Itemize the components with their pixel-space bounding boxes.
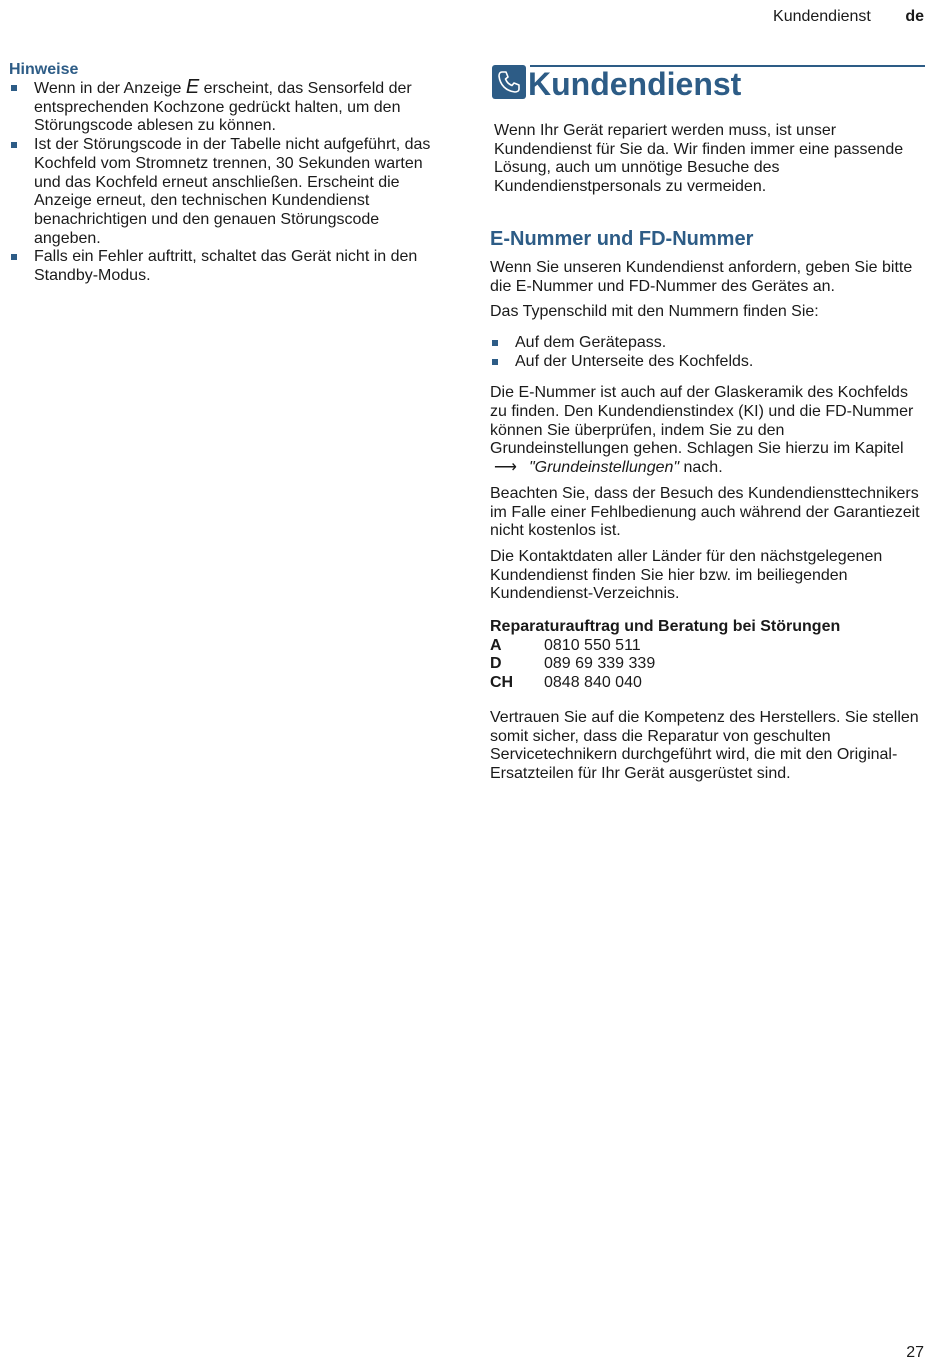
phone-number: 0848 840 040 bbox=[544, 674, 642, 692]
paragraph bbox=[490, 384, 925, 478]
bullet-square-icon bbox=[492, 340, 498, 346]
bullet-square-icon bbox=[492, 359, 498, 365]
country-code: A bbox=[490, 636, 502, 654]
list-item-text: Auf der Unterseite des Kochfelds. bbox=[515, 352, 754, 370]
list-item bbox=[9, 248, 449, 285]
left-column bbox=[9, 61, 449, 286]
chapter-reference: "Grundeinstellungen" bbox=[528, 459, 680, 477]
contact-row bbox=[490, 637, 925, 656]
notes-title: Hinweise bbox=[9, 61, 79, 78]
contact-row bbox=[490, 674, 925, 693]
intro-paragraph: Wenn Ihr Gerät repariert werden muss, ist unser Kundendienst für Sie da. Wir finden immer eine passende Lösung, auch um unnötige Besuche des Kundendienstpersonals zu vermeiden. bbox=[494, 122, 904, 196]
paragraph: Das Typenschild mit den Nummern finden Sie: bbox=[490, 303, 819, 321]
list-item bbox=[490, 334, 925, 353]
error-display-symbol: E bbox=[185, 76, 200, 98]
phone-number: 089 69 339 339 bbox=[544, 655, 656, 673]
right-column bbox=[490, 61, 925, 784]
note-text: Falls ein Fehler auftritt, schaltet das Gerät nicht in den Standby-Modus. bbox=[34, 248, 418, 285]
subsection-title: E-Nummer und FD-Nummer bbox=[490, 227, 754, 250]
page-header bbox=[773, 8, 924, 26]
header-language: de bbox=[905, 8, 924, 25]
country-code: D bbox=[490, 655, 502, 673]
phone-icon bbox=[492, 65, 526, 99]
country-code: CH bbox=[490, 674, 514, 692]
paragraph-text: Die E-Nummer ist auch auf der Glaskeramik des Kochfelds zu finden. Den Kundendienstindex (KI) und die FD-Nummer können Sie überprüfen, indem Sie zu den Grundeinstellungen gehen. Schlagen Sie hierzu im Kapitel bbox=[490, 384, 914, 458]
list-item bbox=[9, 136, 449, 248]
section-heading bbox=[490, 61, 925, 101]
header-section-title: Kundendienst bbox=[773, 8, 871, 25]
bullet-square-icon bbox=[11, 254, 17, 260]
page-number: 27 bbox=[906, 1344, 924, 1361]
reference-arrow-icon: ⟶ bbox=[494, 459, 517, 477]
bullet-square-icon bbox=[11, 142, 17, 148]
notes-list bbox=[9, 76, 449, 286]
repair-title: Reparaturauftrag und Beratung bei Störungen bbox=[490, 618, 841, 636]
paragraph: Vertrauen Sie auf die Kompetenz des Herstellers. Sie stellen somit sicher, dass die Reparatur von geschulten Servicetechnikern durchgeführt wird, die mit den Original-Ersatzteilen für Ihr Gerät ausgerüstet sind. bbox=[490, 708, 919, 782]
paragraph: Beachten Sie, dass der Besuch des Kundendiensttechnikers im Falle einer Fehlbedienung auch während der Garantiezeit nicht kostenlos ist. bbox=[490, 484, 920, 540]
typeplate-list bbox=[490, 334, 925, 371]
paragraph: Wenn Sie unseren Kundendienst anfordern, geben Sie bitte die E-Nummer und FD-Nummer des Gerätes an. bbox=[490, 258, 913, 295]
bullet-square-icon bbox=[11, 85, 17, 91]
contact-table bbox=[490, 637, 925, 693]
note-text: Wenn in der Anzeige bbox=[34, 80, 186, 97]
paragraph-text: nach. bbox=[679, 459, 723, 477]
contact-row bbox=[490, 655, 925, 674]
note-text: erscheint, das Sensorfeld der entsprechenden Kochzone gedrückt halten, um den Störungscode ablesen zu können. bbox=[34, 80, 412, 135]
page-title: Kundendienst bbox=[528, 66, 742, 102]
paragraph: Die Kontaktdaten aller Länder für den nächstgelegenen Kundendienst finden Sie hier bzw. im beiliegenden Kundendienst-Verzeichnis. bbox=[490, 547, 883, 603]
phone-number: 0810 550 511 bbox=[544, 636, 641, 654]
list-item-text: Auf dem Gerätepass. bbox=[515, 333, 667, 351]
list-item bbox=[9, 76, 449, 136]
note-text: Ist der Störungscode in der Tabelle nicht aufgeführt, das Kochfeld vom Stromnetz trennen, 30 Sekunden warten und das Kochfeld erneut anschließen. Erscheint die Anzeige erneut, den technischen Kundendienst benachrichtigen und den genauen Störungscode angeben. bbox=[34, 136, 431, 247]
list-item bbox=[490, 353, 925, 372]
